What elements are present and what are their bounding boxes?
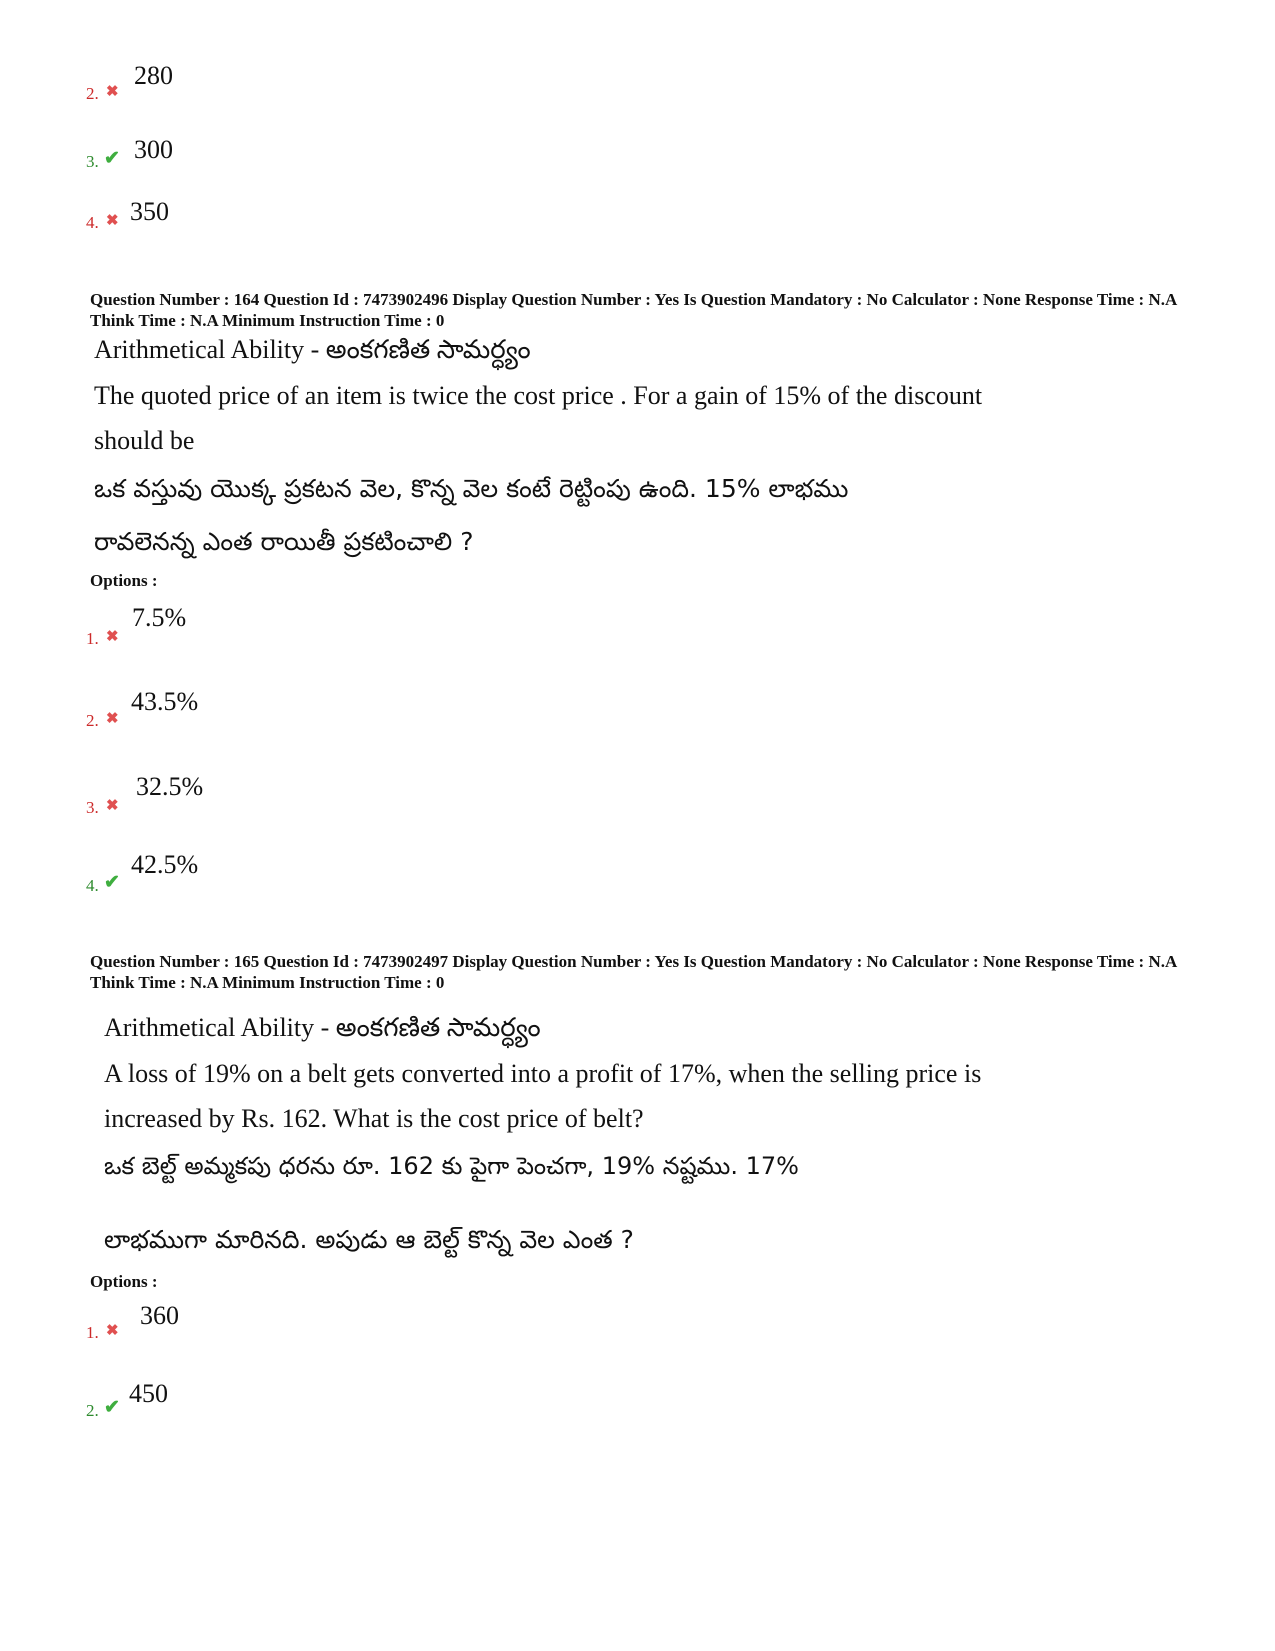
question-164-text-line-2: should be [94,426,195,455]
option-number: 3. [86,152,99,171]
options-label: Options : [90,1272,158,1291]
question-165-telugu-line-1: ఒక బెల్ట్ అమ్మకపు ధరను రూ. 162 కు పైగా పెంచగా, 19% నష్టము. 17% [104,1152,799,1180]
question-164-telugu-line-2: రావలెనన్న ఎంత రాయితీ ప్రకటించాలి ? [94,527,474,556]
question-164-meta: Question Number : 164 Question Id : 7473902496 Display Question Number : Yes Is Question Mandatory : No Calculator : None Response Time : N.A Think Time : N.A Minimum Instruction Time : 0 [90,290,1177,330]
option-number: 4. [86,213,99,232]
check-icon: ✔ [104,148,120,169]
question-165-meta: Question Number : 165 Question Id : 7473902497 Display Question Number : Yes Is Question Mandatory : No Calculator : None Response Time : N.A Think Time : N.A Minimum Instruction Time : 0 [90,952,1177,992]
option-value: 32.5% [136,772,204,801]
option-value: 42.5% [131,850,199,879]
cross-icon: ✖ [106,798,119,814]
option-number: 2. [86,84,99,103]
check-icon: ✔ [104,872,120,893]
option-number: 4. [86,876,99,895]
question-165-subject: Arithmetical Ability - అంకగణిత సామర్ధ్యం [104,1013,541,1042]
option-value: 450 [129,1379,168,1408]
option-value: 43.5% [131,687,199,716]
question-165-text-line-1: A loss of 19% on a belt gets converted into a profit of 17%, when the selling price is [104,1059,982,1088]
cross-icon: ✖ [106,629,119,645]
question-164-text-line-1: The quoted price of an item is twice the cost price . For a gain of 15% of the discount [94,381,983,410]
cross-icon: ✖ [106,711,119,727]
question-165-telugu-line-2: లాభముగా మారినది. అపుడు ఆ బెల్ట్ కొన్న వెల ఎంత ? [104,1225,634,1254]
option-number: 2. [86,711,99,730]
check-icon: ✔ [104,1397,120,1418]
question-164-telugu-line-1: ఒక వస్తువు యొక్క ప్రకటన వెల, కొన్న వెల కంటే రెట్టింపు ఉంది. 15% లాభము [94,474,849,503]
option-value: 280 [134,61,173,90]
option-value: 350 [130,197,169,226]
option-number: 1. [86,629,99,648]
question-165-text-line-2: increased by Rs. 162. What is the cost price of belt? [104,1104,644,1133]
option-number: 2. [86,1401,99,1420]
options-label: Options : [90,571,158,590]
option-number: 1. [86,1323,99,1342]
cross-icon: ✖ [106,84,119,100]
option-value: 300 [134,135,173,164]
question-164-subject: Arithmetical Ability - అంకగణిత సామర్ధ్యం [94,335,531,364]
option-value: 360 [140,1301,179,1330]
option-value: 7.5% [132,603,187,632]
cross-icon: ✖ [106,1323,119,1339]
cross-icon: ✖ [106,213,119,229]
option-number: 3. [86,798,99,817]
